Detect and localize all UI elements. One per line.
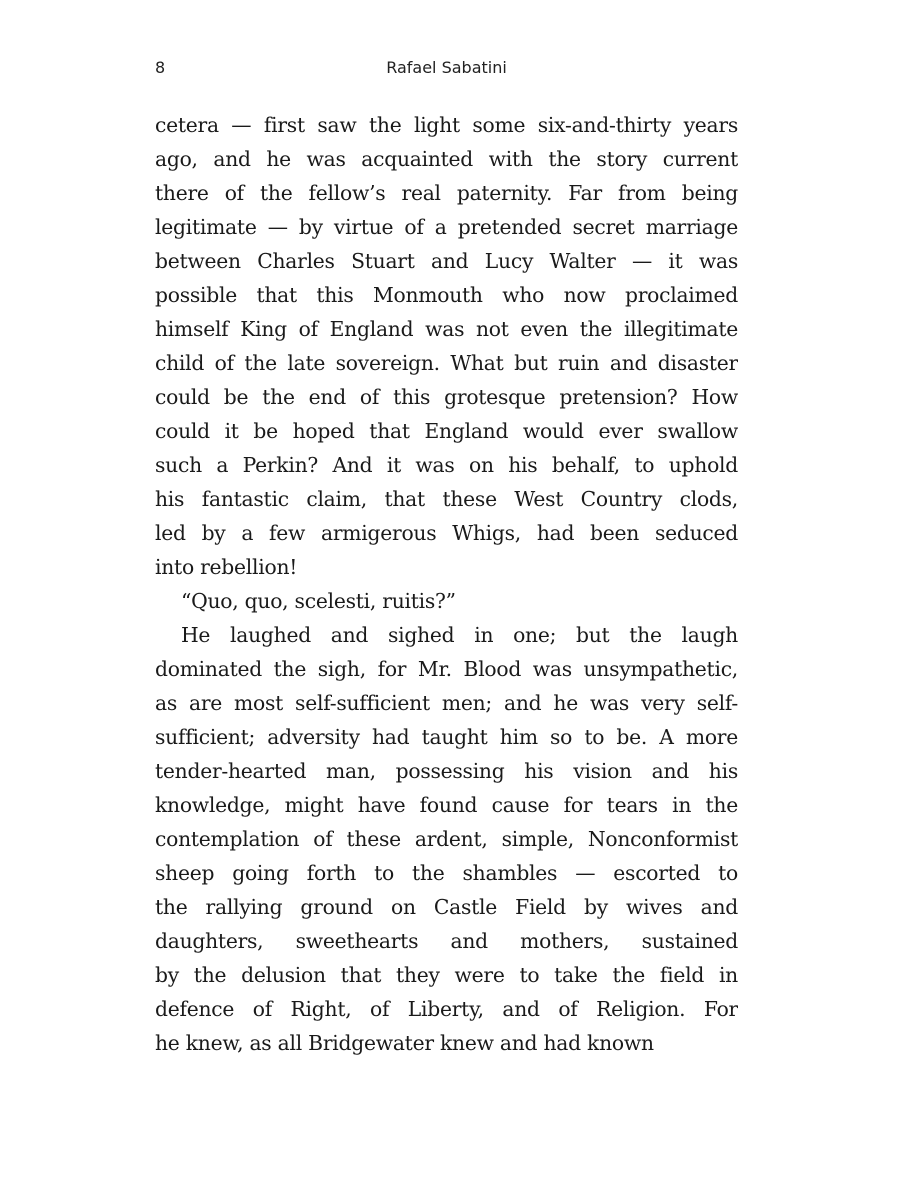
text-line: there of the fellow’s real paternity. Far from being [155, 181, 738, 205]
text-line: daughters, sweethearts and mothers, sustained [155, 929, 738, 953]
text-line: dominated the sigh, for Mr. Blood was unsympathetic, [155, 657, 738, 681]
text-line: possible that this Monmouth who now proclaimed [155, 283, 738, 307]
paragraph [155, 108, 738, 584]
body-text [155, 108, 738, 1060]
text-line: child of the late sovereign. What but ruin and disaster [155, 351, 738, 375]
text-line: as are most self-sufficient men; and he was very self- [155, 691, 738, 715]
text-line: he knew, as all Bridgewater knew and had known [155, 1031, 654, 1055]
text-line: sufficient; adversity had taught him so to be. A more [155, 725, 738, 749]
text-line: tender-hearted man, possessing his vision and his [155, 759, 738, 783]
text-line: into rebellion! [155, 555, 298, 579]
text-line: sheep going forth to the shambles — escorted to [155, 861, 738, 885]
paragraph [155, 584, 738, 618]
text-line: could be the end of this grotesque pretension? How [155, 385, 738, 409]
running-head [155, 58, 738, 84]
text-line: cetera — first saw the light some six-and-thirty years [155, 113, 738, 137]
running-title: Rafael Sabatini [386, 58, 507, 77]
text-line: between Charles Stuart and Lucy Walter — it was [155, 249, 738, 273]
page-number: 8 [155, 58, 166, 77]
paragraph [155, 618, 738, 1060]
text-line: the rallying ground on Castle Field by wives and [155, 895, 738, 919]
text-line: defence of Right, of Liberty, and of Religion. For [155, 997, 738, 1021]
text-line: his fantastic claim, that these West Country clods, [155, 487, 738, 511]
text-line: legitimate — by virtue of a pretended secret marriage [155, 215, 738, 239]
text-line: contemplation of these ardent, simple, Nonconformist [155, 827, 738, 851]
text-line: himself King of England was not even the illegitimate [155, 317, 738, 341]
text-line: “Quo, quo, scelesti, ruitis?” [181, 589, 456, 613]
text-line: by the delusion that they were to take the field in [155, 963, 738, 987]
text-line: such a Perkin? And it was on his behalf, to uphold [155, 453, 738, 477]
text-line: led by a few armigerous Whigs, had been seduced [155, 521, 738, 545]
text-line: could it be hoped that England would ever swallow [155, 419, 738, 443]
text-line: ago, and he was acquainted with the story current [155, 147, 738, 171]
text-line: knowledge, might have found cause for tears in the [155, 793, 738, 817]
text-line: He laughed and sighed in one; but the laugh [181, 623, 738, 647]
